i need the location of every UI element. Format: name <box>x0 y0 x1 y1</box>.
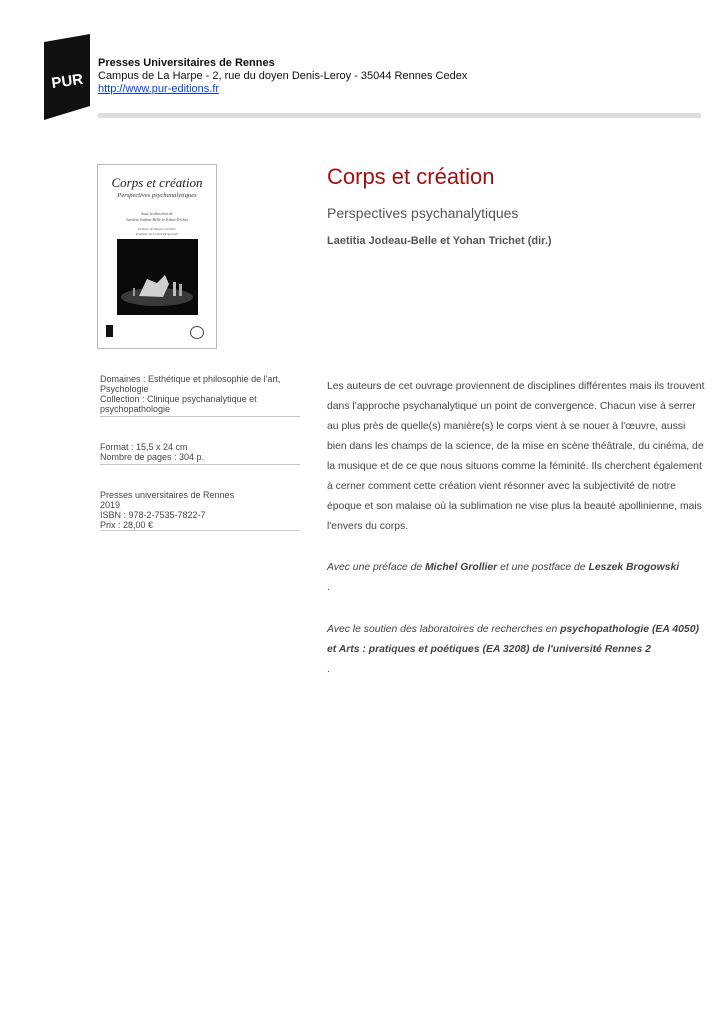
cover-title: Corps et création <box>111 175 203 190</box>
cover-postface-line: Postface de Leszek Brogowski <box>135 232 179 236</box>
support-dot: . <box>327 664 330 675</box>
support-note <box>327 620 705 680</box>
book-subtitle: Perspectives psychanalytiques <box>327 205 519 221</box>
preface-prefix: Avec une préface de <box>327 562 426 573</box>
book-description: Les auteurs de cet ouvrage proviennent de disciplines différentes mais ils trouvent dans l'approche psychanalytique un point de convergence. Chacun vise à serrer au plus près de quelle(s) manière(s) le corps vient à se nouer à l'œuvre, aussi bien dans les champs de la science, de la mise en scène théâtrale, du cinéma, de la musique et de ce que nous situons comme la féminité. Ils cherchent également à cerner comment cette création vient résonner avec la subjectivité de notre époque et son malaise où la sublimation ne vise plus la beauté apollinienne, mais l'envers du corps. <box>327 381 705 532</box>
postface-author: Leszek Brogowski <box>588 562 680 573</box>
book-authors: Laetitia Jodeau-Belle et Yohan Trichet (dir.) <box>327 235 552 247</box>
cover-subtitle: Perspectives psychanalytiques <box>117 192 197 199</box>
pur-logo <box>44 34 90 120</box>
publisher-link[interactable]: http://www.pur-editions.fr <box>98 83 220 95</box>
cover-preface-line: Préface de Michel Grollier <box>138 227 176 231</box>
postface-prefix: et une postface de <box>497 562 589 573</box>
meta-publication <box>100 490 300 531</box>
preface-note <box>327 558 705 598</box>
meta-collection: Collection : Clinique psychanalytique et psychopathologie <box>100 394 257 414</box>
cover-direction-line2: Laetitia Jodeau-Belle et Yohan Trichet <box>126 217 188 222</box>
publisher-name: Presses Universitaires de Rennes <box>98 57 275 69</box>
meta-domaines: Domaines : Esthétique et philosophie de l'art, Psychologie <box>100 374 281 394</box>
publisher-address: Campus de La Harpe - 2, rue du doyen Denis-Leroy - 35044 Rennes Cedex <box>98 70 468 82</box>
meta-isbn: ISBN : 978-2-7535-7822-7 <box>100 510 206 520</box>
cover-direction-line1: Sous la direction de <box>141 211 173 216</box>
support-prefix: Avec le soutien des laboratoires de recherches en <box>327 624 561 635</box>
cover-publisher-logo <box>106 325 113 337</box>
meta-format <box>100 442 300 465</box>
cover-collection-mark <box>190 326 204 339</box>
book-title: Corps et création <box>327 164 495 189</box>
meta-domains <box>100 374 300 417</box>
cover-direction <box>98 211 216 223</box>
meta-format-size: Format : 15,5 x 24 cm <box>100 442 188 452</box>
meta-year: 2019 <box>100 500 121 510</box>
publisher-header <box>98 57 467 96</box>
meta-price: Prix : 28,00 € <box>100 520 154 530</box>
book-cover <box>98 165 216 348</box>
logo-text: PUR <box>50 70 85 93</box>
preface-dot: . <box>327 582 330 593</box>
meta-pages: Nombre de pages : 304 p. <box>100 452 205 462</box>
preface-author: Michel Grollier <box>425 562 498 573</box>
cover-preface <box>98 227 216 237</box>
support-labs: psychopathologie (EA 4050) et Arts : pratiques et poétiques (EA 3208) de l'université Rennes 2 <box>327 624 699 655</box>
meta-publisher: Presses universitaires de Rennes <box>100 490 235 500</box>
header-divider <box>98 113 701 118</box>
cover-photo <box>117 239 198 315</box>
